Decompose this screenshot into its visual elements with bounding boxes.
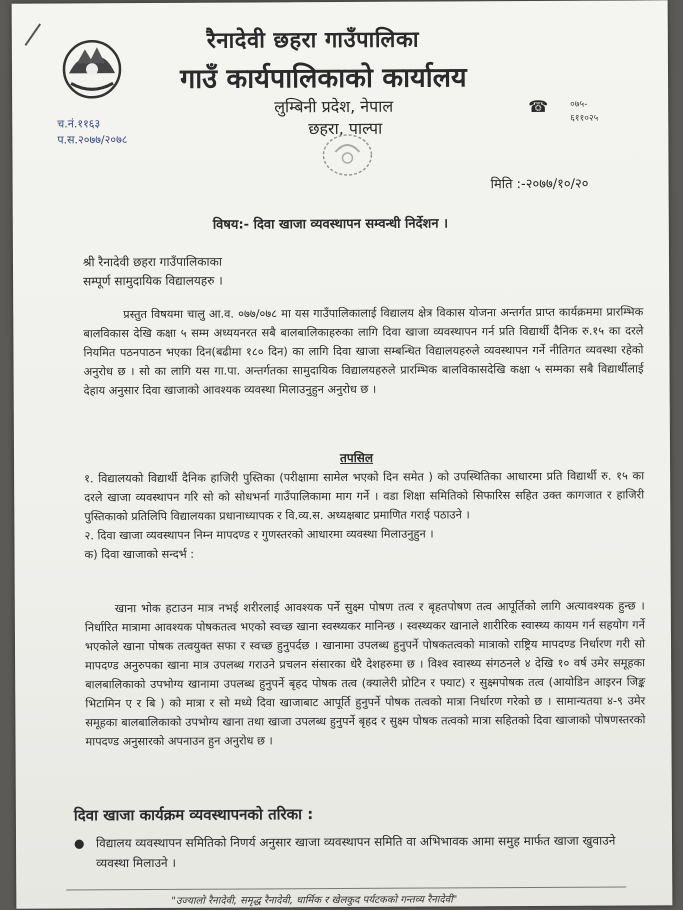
tapasil-heading: तपसिल [339,450,374,466]
method-bullet-text: विद्यालय व्यवस्थापन समितिको निणर्य अनुसार खाजा व्यवस्थापन समिति वा अभिभावक आमा समुह मार्फत खाजा खुवाउने व्यवस्था मिलाउने । [95,833,616,871]
address-location: छहरा, पाल्पा [308,118,383,139]
addressee [83,253,223,292]
instruction-item-2-sub: क) दिवा खाजाको सन्दर्भ : [84,547,195,562]
phone-icon: ☎ [528,96,549,117]
subject-line: विषय:- दिवा खाजा व्यवस्थापन सम्वन्धी निर्देशन । [212,216,449,233]
letter-page [12,0,673,908]
intro-paragraph: प्रस्तुत विषयमा चालु आ.व. ०७७/०७८ मा यस गाउँपालिकालाई विद्यालय क्षेत्र विकास योजना अन्तर्गत प्राप्त कार्यक्रममा प्रारम्भिक बालविकास देखि कक्षा ५ सम्म अध्ययनरत सबै बालबालिकाहरुका लागि दिवा खाजा व्यवस्थापन गर्न प्रति विद्यार्थी दैनिक रु.१५ का दरले नियमित पठनपाठन भएका दिन(बढीमा १८० दिन) का लागि दिवा खाजा सम्बन्धित विद्यालयहरुले व्यवस्थापन गर्ने नीतिगत व्यवस्था रहेको अनुरोध छ । सो का लागि यस गा.पा. अन्तर्गतका सामुदायिक विद्यालयहरुले प्रारम्भिक बालविकासदेखि कक्षा ५ सम्मका सबै विद्यार्थीलाई देहाय अनुसार दिवा खाजाको आवश्यक व्यवस्था मिलाउनुहुन अनुरोध छ । [83,305,644,398]
instruction-items [84,466,644,564]
phone-line-2: ६११०२५ [570,113,599,124]
letter-date: मिति :-२०७७/१०/२० [490,176,589,193]
reference-number: च.नं.११६३ [57,117,101,131]
bullet-icon: ● [73,836,85,851]
addressee-line-2: सम्पूर्ण सामुदायिक विद्यालयहरु । [83,273,223,289]
pen-mark [25,23,41,46]
org-name: रैनादेवी छहरा गाउँपालिका [206,27,420,54]
method-heading: दिवा खाजा कार्यक्रम व्यवस्थापनको तरिका : [73,805,314,825]
nepal-emblem-icon [57,33,127,103]
footer-divider [66,887,626,891]
footer-slogan: "उज्यालो रैनादेवी, समृद्ध रैनादेवी, धार्मिक र खेलकुद पर्यटकको गन्तव्य रैनादेवी" [171,894,458,907]
instruction-item-2: २. दिवा खाजा व्यवस्थापन निम्न मापदण्ड र गुणस्तरको आधारमा व्यवस्था मिलाउनुहुन । [84,527,434,543]
office-stamp-icon [317,130,377,180]
phone-number [570,98,598,126]
fiscal-year: प.स.२०७७/२०७८ [57,133,128,147]
instruction-item-1: १. विद्यालयको विद्यार्थी दैनिक हाजिरी पुस्तिका (परीक्षामा सामेल भएको दिन समेत ) को उपस्थितिका आधारमा प्रति विद्यार्थी रु. १५ का दरले खाजा व्यवस्थापन गरि सो को सोधभर्ना गाउँपालिकामा माग गर्ने । वडा शिक्षा समितिको सिफारिस सहित उक्त कागजात र हाजिरी पुस्तिकाको प्रतिलिपि विद्यालयका प्रधानाध्यापक र वि.व्य.स. अध्यक्षबाट प्रमाणित गराई पठाउने । [84,469,645,524]
phone-line-1: ०७५- [570,99,588,110]
context-paragraph: खाना भोक हटाउन मात्र नभई शरीरलाई आवश्यक पर्ने सुक्ष्म पोषण तत्व र बृहतपोषण तत्व आपूर्तिको लागि अत्यावश्यक हुन्छ । निर्धारित मात्रामा आवश्यक पोषकतत्व भएको स्वच्छ खाना स्वस्थ्यकर मानिन्छ । स्वस्थ्यकर खानाले शारीरिक स्वास्थ्य कायम गर्न सहयोग गर्ने भएकोले खाना पोषक तत्वयुक्त सफा र स्वच्छ हुनुपर्दछ । खानामा उपलब्ध हुनुपर्ने पोषकतत्वको मात्राको राष्ट्रिय मापदण्ड निर्धारण गरी सो मापदण्ड अनुरुपका खाना मात्र उपलब्ध गराउने प्रचलन संसारका धेरै देशहरुमा छ । विश्व स्वास्थ्य संगठनले ४ देखि १० वर्ष उमेर समूहका बालबालिकाको उपभोग्य खानामा उपलब्ध हुनुपर्ने बृहद पोषक तत्व (क्यालेरी प्रोटिन र फ्याट) र सुक्ष्मपोषक तत्व (आयोडिन आइरन जिङ्क भिटामिन ए र बि ) को मात्रा र सो मध्ये दिवा खाजाबाट आपूर्ति हुनुपर्ने पोषक तत्वको मात्रा निर्धारण गरेको छ । सामान्यतया ४-९ उमेर समूहका बालबालिकाको उपभोग्य खाना तथा खाजा उपलब्ध हुनुपर्ने बृहद र सुक्ष्म पोषक तत्वको मात्रा सहितको दिवा खाजाको पोषणस्तरको मापदण्ड अनुसारको अपनाउन हुन अनुरोध छ । [84,599,646,749]
method-bullet [74,830,644,873]
address-province: लुम्बिनी प्रदेश, नेपाल [274,96,394,117]
addressee-line-1: श्री रैनादेवी छहरा गाउँपालिकाका [82,254,222,270]
office-name: गाउँ कार्यपालिकाको कार्यालय [179,62,467,95]
